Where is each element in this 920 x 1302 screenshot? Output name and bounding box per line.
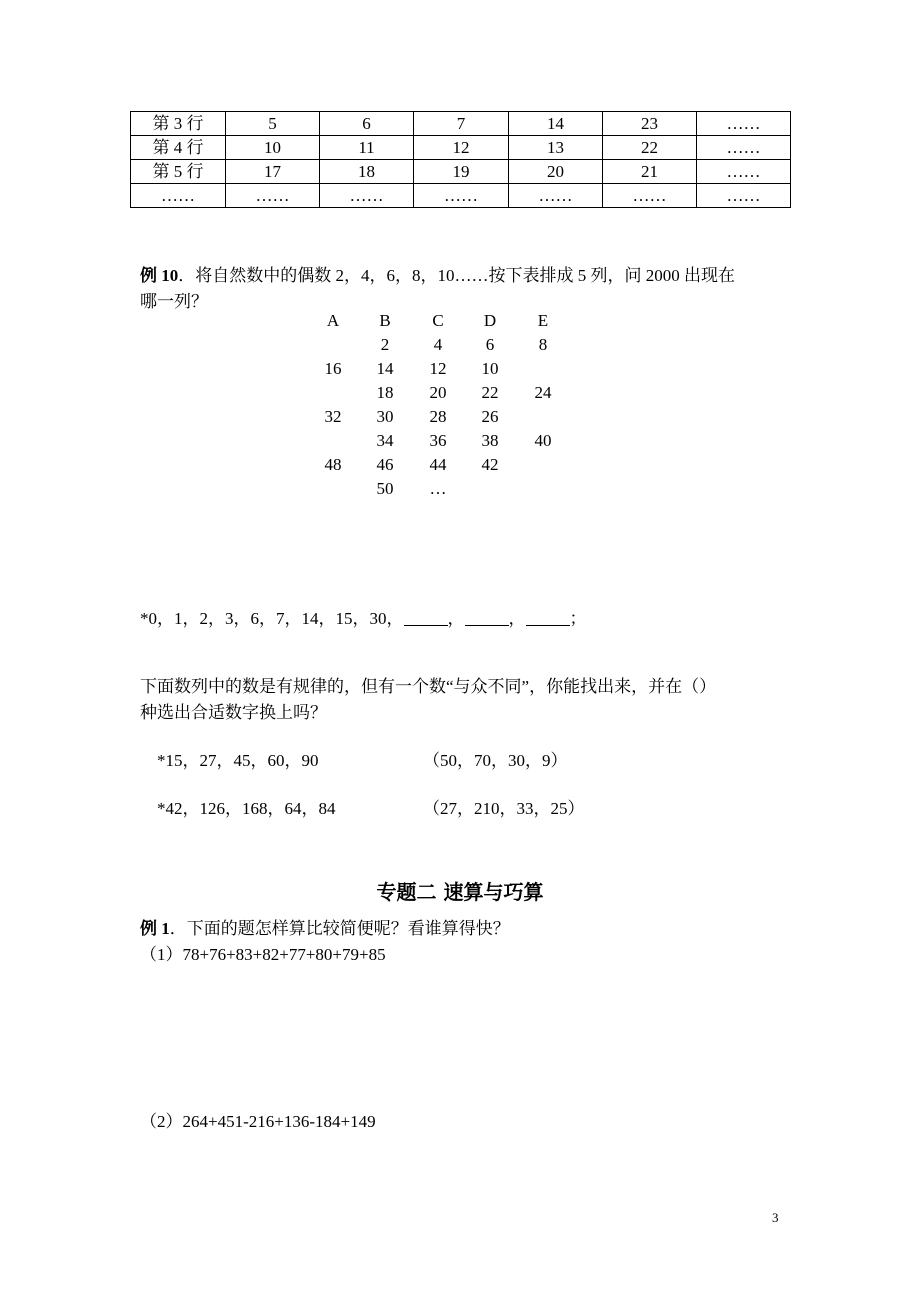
separator: ， — [508, 609, 526, 628]
table-cell: …… — [414, 184, 509, 208]
grid-cell: 50 — [376, 479, 394, 498]
table-cell: 23 — [603, 112, 697, 136]
table-row — [131, 184, 791, 208]
grid-cell: 20 — [429, 383, 447, 402]
table-cell: …… — [697, 184, 791, 208]
table-cell: 第 5 行 — [131, 160, 226, 184]
table-cell: 第 4 行 — [131, 136, 226, 160]
odd-one-out-sequence: *42，126，168，64，84 — [157, 799, 336, 818]
grid-cell: 30 — [376, 407, 394, 426]
grid-cell: 12 — [429, 359, 447, 378]
table-cell: 18 — [320, 160, 414, 184]
example-10-text-line1: ．将自然数中的偶数 2，4，6，8，10……按下表排成 5 列，问 2000 出现在 — [178, 266, 735, 285]
grid-cell: … — [429, 479, 447, 498]
grid-cell: 46 — [376, 455, 394, 474]
table-cell: 6 — [320, 112, 414, 136]
number-table — [130, 111, 791, 208]
table-cell: …… — [509, 184, 603, 208]
example-10-text-line2: 哪一列？ — [140, 292, 208, 311]
sequence-suffix: ； — [569, 609, 587, 628]
odd-one-out-options: （50，70，30，9） — [423, 751, 568, 770]
grid-cell: 6 — [485, 335, 495, 354]
example-1-text: ．下面的题怎样算比较简便呢？看谁算得快？ — [169, 919, 510, 938]
grid-cell: 26 — [481, 407, 499, 426]
grid-cell: 4 — [433, 335, 443, 354]
odd-one-out-sequence: *15，27，45，60，90 — [157, 751, 319, 770]
grid-header: E — [537, 311, 549, 330]
table-row — [131, 160, 791, 184]
table-cell: …… — [320, 184, 414, 208]
odd-one-out-intro-line2: 种选出合适数字换上吗？ — [140, 703, 327, 722]
grid-cell: 44 — [429, 455, 447, 474]
example-1-label: 例 1 — [140, 919, 170, 938]
grid-header: B — [379, 311, 391, 330]
table-row — [131, 136, 791, 160]
question-2: （2）264+451-216+136-184+149 — [140, 1112, 376, 1131]
table-cell: 17 — [226, 160, 320, 184]
grid-cell: 34 — [376, 431, 394, 450]
grid-cell: 48 — [324, 455, 342, 474]
page-number: 3 — [772, 1210, 779, 1225]
table-cell: …… — [131, 184, 226, 208]
grid-cell: 2 — [380, 335, 390, 354]
table-cell: 11 — [320, 136, 414, 160]
answer-blank[interactable] — [404, 609, 448, 626]
table-cell: 21 — [603, 160, 697, 184]
odd-one-out-options: （27，210，33，25） — [423, 799, 585, 818]
table-cell: 第 3 行 — [131, 112, 226, 136]
table-cell: 13 — [509, 136, 603, 160]
grid-cell: 42 — [481, 455, 499, 474]
table-cell: …… — [697, 160, 791, 184]
grid-cell: 16 — [324, 359, 342, 378]
table-cell: 5 — [226, 112, 320, 136]
grid-header: A — [326, 311, 340, 330]
example-1-line — [140, 914, 510, 939]
table-cell: 22 — [603, 136, 697, 160]
grid-cell: 22 — [481, 383, 499, 402]
grid-cell: 28 — [429, 407, 447, 426]
sequence-problem — [140, 604, 587, 629]
grid-cell: 32 — [324, 407, 342, 426]
table-cell: 20 — [509, 160, 603, 184]
table-cell: …… — [697, 136, 791, 160]
odd-one-out-intro-line1: 下面数列中的数是有规律的，但有一个数“与众不同”，你能找出来，并在（） — [140, 677, 717, 696]
example-10-label: 例 10 — [140, 266, 179, 285]
sequence-text: *0，1，2，3，6，7，14，15，30， — [140, 609, 404, 628]
grid-cell: 14 — [376, 359, 394, 378]
grid-header: C — [432, 311, 444, 330]
answer-blank[interactable] — [526, 609, 570, 626]
grid-cell: 38 — [481, 431, 499, 450]
table-cell: 12 — [414, 136, 509, 160]
grid-cell: 36 — [429, 431, 447, 450]
section-title: 专题二 速算与巧算 — [376, 880, 544, 904]
example-10-line1 — [140, 261, 735, 286]
table-cell: 10 — [226, 136, 320, 160]
table-cell: 14 — [509, 112, 603, 136]
table-cell: 19 — [414, 160, 509, 184]
table-cell: …… — [603, 184, 697, 208]
grid-cell: 10 — [481, 359, 499, 378]
table-row — [131, 112, 791, 136]
question-1: （1）78+76+83+82+77+80+79+85 — [140, 945, 386, 964]
grid-cell: 18 — [376, 383, 394, 402]
grid-cell: 40 — [534, 431, 552, 450]
separator: ， — [447, 609, 465, 628]
grid-cell: 8 — [538, 335, 548, 354]
table-cell: 7 — [414, 112, 509, 136]
table-cell: …… — [226, 184, 320, 208]
grid-header: D — [483, 311, 497, 330]
table-cell: …… — [697, 112, 791, 136]
grid-cell: 24 — [534, 383, 552, 402]
answer-blank[interactable] — [465, 609, 509, 626]
